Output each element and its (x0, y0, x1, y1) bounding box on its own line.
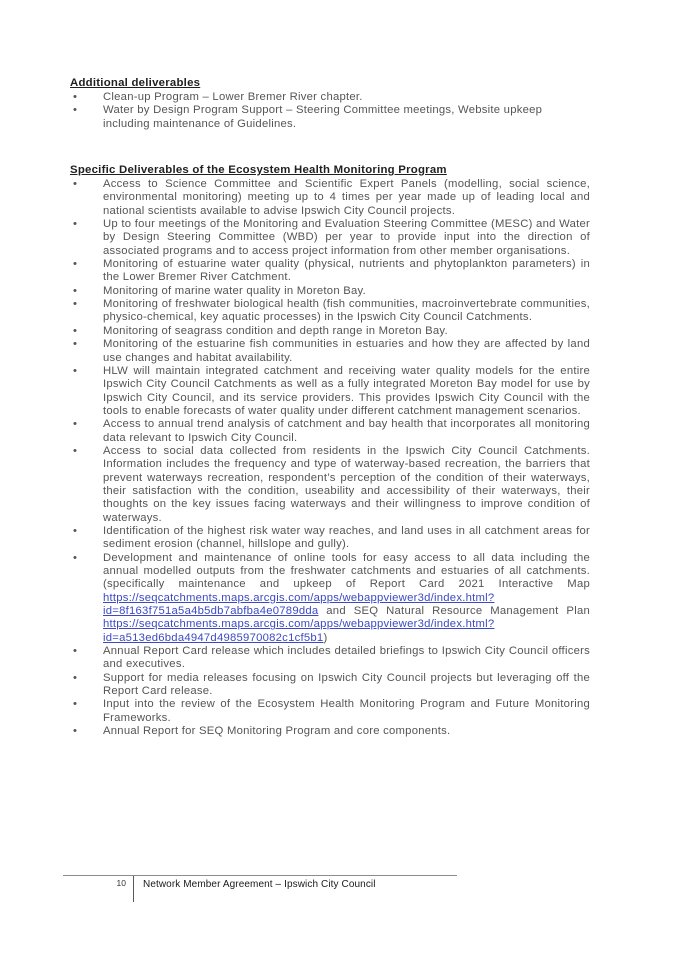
page-footer (63, 876, 376, 902)
bullet-text: Clean-up Program – Lower Bremer River chapter. (103, 91, 363, 103)
bullet-item (70, 698, 590, 725)
section-1 (70, 76, 590, 131)
bullet-icon: • (73, 444, 78, 457)
bullet-icon: • (73, 551, 78, 564)
bullet-item (70, 645, 590, 672)
footer-document-title: Network Member Agreement – Ipswich City Council (143, 879, 376, 890)
page-number: 10 (116, 878, 126, 888)
bullet-icon: • (73, 671, 78, 684)
bullet-text: Identification of the highest risk water way reaches, and land uses in all catchment areas for sediment erosion (channel, hillslope and gully). (103, 524, 590, 551)
bullet-icon: • (73, 725, 78, 738)
bullet-item (70, 104, 590, 131)
bullet-text: Monitoring of the estuarine fish communities in estuaries and how they are affected by land use changes and habitat availability. (103, 338, 590, 364)
bullet-text: Access to social data collected from residents in the Ipswich City Council Catchments. Information includes the frequency and type of waterway-based recreation, the barriers that prevent waterways recreation, respondent’s perception of the condition of their waterways, their satisfaction with the condition, useability and accessibility of their waterways, their thoughts on the key issues facing waterways and their willingness to improve condition of waterways. (103, 444, 590, 524)
bullet-text: Annual Report Card release which includes detailed briefings to Ipswich City Council officers and executives. (103, 645, 590, 671)
bullet-item (70, 285, 590, 298)
bullet-icon: • (73, 364, 78, 377)
bullet-text: Monitoring of freshwater biological health (fish communities, macroinvertebrate communities, physico-chemical, key aquatic processes) in the Ipswich City Council Catchments. (103, 298, 590, 324)
bullet-item (70, 552, 590, 645)
bullet-item (70, 338, 590, 365)
bullet-text: Up to four meetings of the Monitoring and Evaluation Steering Committee (MESC) and Water by Design Steering Committee (WBD) per year to provide input into the direction of associated programs and to access project information from other member organisations. (103, 218, 590, 257)
bullet-text: Monitoring of estuarine water quality (physical, nutrients and phytoplankton parameters) in the Lower Bremer River Catchment. (103, 258, 590, 284)
bullet-icon: • (73, 91, 78, 103)
bullet-icon: • (73, 178, 78, 191)
bullet-icon: • (73, 698, 78, 711)
bullet-item (70, 445, 590, 525)
document-content (70, 76, 590, 738)
bullet-text: Annual Report for SEQ Monitoring Program and core components. (103, 725, 451, 738)
bullet-item (70, 91, 590, 104)
bullet-text: HLW will maintain integrated catchment and receiving water quality models for the entire Ipswich City Council Catchments as well as a fully integrated Moreton Bay model for use by Ipswich City Council, and its service providers. This provides Ipswich City Council with the tools to enable forecasts of water quality under different catchment management scenarios. (103, 364, 590, 417)
bullet-item (70, 725, 590, 738)
bullet-item (70, 298, 590, 325)
bullet-item (70, 418, 590, 445)
bullet-icon: • (73, 258, 78, 271)
bullet-icon: • (73, 284, 78, 297)
bullet-icon: • (73, 338, 78, 351)
section-heading: Specific Deliverables of the Ecosystem Health Monitoring Program (70, 164, 447, 177)
bullet-icon: • (73, 324, 78, 337)
bullet-icon: • (73, 104, 78, 117)
bullet-icon: • (73, 298, 78, 311)
bullet-text: Input into the review of the Ecosystem Health Monitoring Program and Future Monitoring Frameworks. (103, 698, 590, 724)
bullet-text: Monitoring of marine water quality in Moreton Bay. (103, 284, 366, 297)
bullet-item (70, 365, 590, 418)
bullet-text-run: ) (323, 631, 328, 644)
bullet-item (70, 325, 590, 338)
section-heading: Additional deliverables (70, 77, 201, 89)
bullet-text: Access to Science Committee and Scientific Expert Panels (modelling, social science, environmental monitoring) meeting up to 4 times per year made up of leading local and national scientists available to advise Ipswich City Council projects. (103, 178, 590, 217)
bullet-icon: • (73, 418, 78, 431)
bullet-icon: • (73, 524, 78, 537)
bullet-text-run: Development and maintenance of online tools for easy access to all data including the annual modelled outputs from the freshwater catchments and estuaries of all catchments. (specifically maintenance and upkeep of Report Card 2021 Interactive Map (103, 551, 590, 591)
bullet-text: Support for media releases focusing on Ipswich City Council projects but leveraging off the Report Card release. (103, 671, 590, 698)
section-2 (70, 163, 590, 738)
hyperlink[interactable]: https://seqcatchments.maps.arcgis.com/apps/webappviewer3d/index.html?id=a513ed6bda4947d4985970082c1cf5b1 (103, 618, 495, 644)
bullet-item (70, 525, 590, 552)
bullet-item (70, 178, 590, 218)
bullet-text: Water by Design Program Support – Steering Committee meetings, Website upkeep including maintenance of Guidelines. (103, 104, 543, 130)
bullet-item (70, 672, 590, 699)
bullet-item (70, 258, 590, 285)
bullet-icon: • (73, 645, 78, 658)
bullet-icon: • (73, 218, 78, 231)
bullet-text: Access to annual trend analysis of catchment and bay health that incorporates all monitoring data relevant to Ipswich City Council. (103, 418, 590, 444)
bullet-item (70, 218, 590, 258)
hyperlink[interactable]: https://seqcatchments.maps.arcgis.com/apps/webappviewer3d/index.html?id=8f163f751a5a4b5db7abfba4e0789dda (103, 591, 495, 618)
bullet-text (103, 552, 590, 645)
bullet-text: Monitoring of seagrass condition and depth range in Moreton Bay. (103, 324, 448, 337)
bullet-text-run: and SEQ Natural Resource Management Plan (318, 605, 590, 618)
